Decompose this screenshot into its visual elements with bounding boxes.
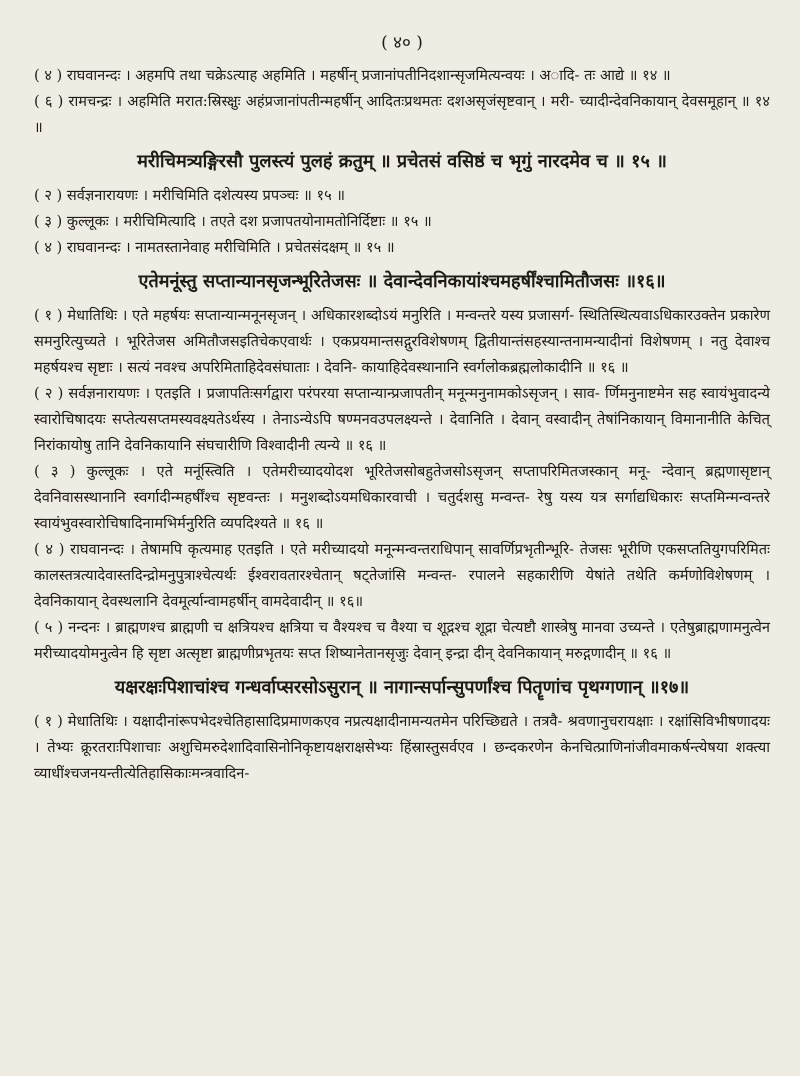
- commentary-raghavananda-16: ( ४ ) राघवानन्दः । तेषामपि कृत्यमाह एतइति । एते मरीच्यादयो मनून्मन्वन्तराधिपान् सावर्णिप्रभृतीन्भूरि- तेजसः भूरीणि एकसप्ततियुगपरिमितः कालस्तत्रत्यादेवास्तदिन्द्रोमनुपुत्राश्चेत्यर्थः ईश्वरावतारश्चेतान् षट्तेजांसि मन्वन्त- रपालने सहकारीणि येषांते तथेति कर्मणोविशेषणम् । देवनिकायान् देवस्थलानि देवमूर्त्यान्वामहर्षीन् वामदेवादीन् ॥ १६॥: [34, 541, 770, 610]
- commentary-medhatithi-17: ( १ ) मेधातिथिः । यक्षादीनांरूपभेदश्चेतिहासादिप्रमाणकएव नप्रत्यक्षादीनामन्यतमेन परिच्छिद्यते । तत्रवै- श्रवणानुचरायक्षाः । रक्षांसिविभीषणादयः । तेभ्यः क्रूरतराःपिशाचाः अशुचिमरुदेशादिवासिनोनिकृष्टायक्षराक्षसेभ्यः हिंस्रास्तुसर्वएव । छन्दकरणेन केनचित्प्राणिनांजीवमाकर्षन्त्येषया शक्त्या व्याधींश्चजनयन्तीत्येतिहासिकाःमन्त्रवादिन-: [34, 713, 770, 782]
- verse-16: एतेमनूंस्तु सप्तान्यानसृजन्भूरितेजसः ॥ देवान्देवनिकायांश्चमहर्षींश्चामितौजसः ॥१६॥: [138, 271, 666, 292]
- commentary-kulluka-16: ( ३ ) कुल्लूकः । एते मनूंस्त्विति । एतेमरीच्यादयोदश भूरितेजसोबहुतेजसोऽसृजन् सप्तापरिमितजस्कान् मनू- न्देवान् ब्रह्मणासृष्टान् देवनिवासस्थानानि स्वर्गादीन्महर्षींश्च सृष्टवन्तः । मनुशब्दोऽयमधिकारवाची । चतुर्दशसु मन्वन्त- रेषु यस्य यत्र सर्गाद्यधिकारः सप्तमिन्मन्वन्तरे स्वायंभुवस्वारोचिषादिनामभिर्मनुरिति व्यपदिश्यते ॥ १६ ॥: [34, 463, 770, 532]
- commentary-raghavananda-14: ( ४ ) राघवानन्दः । अहमपि तथा चक्रेऽत्याह अहमिति । महर्षीन् प्रजानांपतीनिदशान्सृजमित्यन्वयः । अादि- तः आद्ये ॥ १४ ॥: [34, 67, 671, 84]
- verse-15: मरीचिमत्र्यङ्गिरसौ पुलस्त्यं पुलहं क्रतुम् ॥ प्रचेतसं वसिष्ठं च भृगुं नारदमेव च ॥ १५ ॥: [137, 151, 667, 172]
- commentary-sarvajna-15: ( २ ) सर्वज्ञनारायणः । मरीचिमिति दशेत्यस्य प्रपञ्चः ॥ १५ ॥: [34, 187, 346, 204]
- page-number: ( ४० ): [381, 33, 423, 53]
- commentary-medhatithi-16: ( १ ) मेधातिथिः । एते महर्षयः सप्तान्यान्मनूनसृजन् । अधिकारशब्दोऽयं मनुरिति । मन्वन्तरे यस्य प्रजासर्ग- स्थितिस्थित्यवाऽधिकारउक्तेन प्रकारेण समनुरित्युच्यते । भूरितेजस अमितौजसइतिचेकएवार्थः । एकप्रयमान्तसद्गुरविशेषणम् द्वितीयान्तंसहस्यान्तनामन्यादीनां विशेषणम् । नतु देवाश्च महर्षयश्च सृष्टाः । सत्यं नवश्च अपरिमिताहिदेवसंघाताः । देवनि- कायाहिदेवस्थानानि स्वर्गलोकब्रह्मलोकादीनि ॥ १६ ॥: [34, 307, 770, 376]
- commentary-nandana-16: ( ५ ) नन्दनः । ब्राह्मणश्च ब्राह्मणी च क्षत्रियश्च क्षत्रिया च वैश्यश्च च वैश्या च शूद्रश्च शूद्रा चेत्यष्टौ शास्त्रेषु मानवा उच्यन्ते । एतेषुब्राह्मणामनुत्वेन मरीच्यादयोमनुत्वेन हि सृष्टा अत्सृष्टा ब्राह्मणीप्रभृतयः सप्त शिष्यानेतानसृजुः देवान् इन्द्रा दीन् देवनिकायान् मरुद्गणादीन् ॥ १६ ॥: [34, 619, 770, 662]
- verse-17: यक्षरक्षःपिशाचांश्च गन्धर्वाप्सरसोऽसुरान् ॥ नागान्सर्पान्सुपर्णांश्च पितॄणांच पृथग्गणान् ॥१७॥: [114, 677, 690, 698]
- commentary-sarvajna-16: ( २ ) सर्वज्ञनारायणः । एतइति । प्रजापतिःसर्गद्वारा परंपरया सप्तान्यान्प्रजापतीन् मनून्मनुनामकोऽसृजन् । साव- र्णिमनुनाष्टमेन सह स्वायंभुवादन्ये स्वारोचिषादयः सप्तेत्यसप्तमस्यवक्ष्यतेऽर्थस्य । तेनाऽन्येऽपि षण्मनवउपलक्ष्यन्ते । देवानिति । देवान् वस्वादीन् तेषांनिकायान् विमानानीति केचित् निरांकायोषु तानि देवनिकायानि संघचारीणि विश्वादीनी त्यन्ये ॥ १६ ॥: [34, 385, 770, 454]
- commentary-kulluka-15: ( ३ ) कुल्लूकः । मरीचिमित्यादि । तएते दश प्रजापतयोनामतोनिर्दिष्टाः ॥ १५ ॥: [34, 213, 432, 230]
- commentary-raghavananda-15: ( ४ ) राघवानन्दः । नामतस्तानेवाह मरीचिमिति । प्रचेतसंदक्षम् ॥ १५ ॥: [34, 239, 395, 256]
- commentary-ramachandra-14: ( ६ ) रामचन्द्रः । अहमिति मरात:स्रिस्क्षुः अहंप्रजानांपतीन्महर्षीन् आदितःप्रथमतः दशअसृजंसृष्टवान् । मरी- च्यादीन्देवनिकायान् देवसमूहान् ॥ १४ ॥: [34, 93, 770, 136]
